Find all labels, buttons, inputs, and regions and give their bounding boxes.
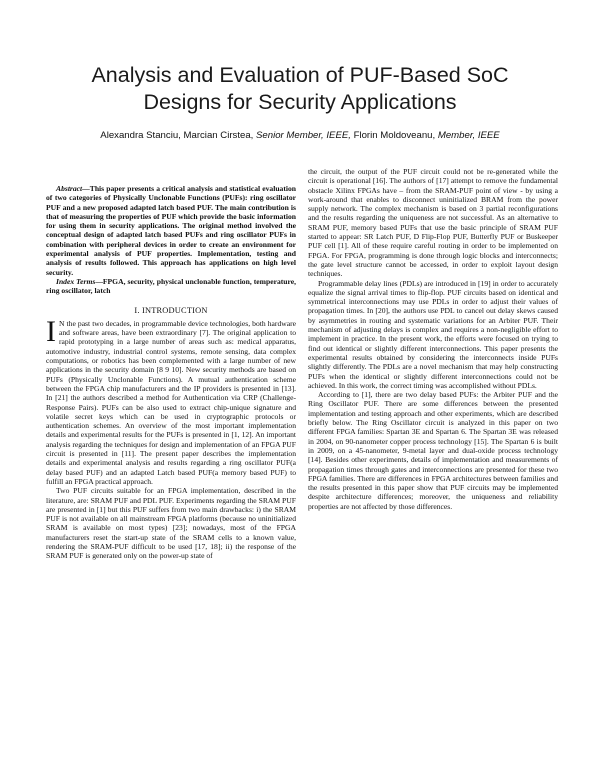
section-title-rest: NTRODUCTION [144, 305, 208, 315]
intro-paragraph-1 [46, 314, 296, 486]
author-names-2: Florin Moldoveanu, [350, 130, 438, 141]
title-line-2: Designs for Security Applications [143, 90, 457, 114]
intro-paragraph-2: Two PUF circuits suitable for an FPGA implementation, described in the literature, are: SRAM PUF and PDL PUF. Experiments regarding the SRAM PUF are presented in [1] but this PUF suffers from two main drawbacks: i) the SRAM PUF is not available on all mainstream FPGA platforms (because no uninitialized SRAM is available on most types) [23]; nowadays, most of the FPGA manufacturers reset the start-up state of the SRAM cells to a known value, rendering the SRAM-PUF difficult to be used [17, 18]; ii) the response of the SRAM PUF is generated only on the power-up state of [46, 486, 296, 561]
intro-paragraph-1-text: N the past two decades, in programmable device technologies, both hardware and software areas, have been extraordinary [7]. The original application to rapid prototyping in a large number of areas such as: medical apparatus, automotive industry, industrial control systems, remote sensing, data complex computations, or robotics has been complemented with a large number of new applications in the security domain [8 9 10]. New security methods are based on PUFs (Physically Unclonable Functions). A mutual authentication scheme between the FPGA chip manufacturers and the IP providers is presented in [13]. In [21] the authors described a method for Authentication via CRP (Challenge-Response Pairs). PUFs can be also used to extract chip-unique signature and volatile secret keys which can be used in cryptographic protocols or authentication schemes. An overview of the most important implementation details and experimental results for the PUFs is presented in [1, 12]. An important analysis regarding the techniques for design and implementation of an FPGA PUF circuit is presented in [11]. The present paper describes the implementation details and experimental analysis and results regarding a ring oscillator PUF(a delay based PUF) and an adapted Latch based PUF(a memory based PUF) to fulfill an FPGA practical approach. [46, 318, 296, 486]
title-line-1: Analysis and Evaluation of PUF-Based SoC [91, 63, 509, 87]
drop-cap: I [46, 314, 56, 348]
index-terms [46, 277, 296, 296]
author-role-2: Member, IEEE [437, 130, 500, 141]
abstract-lead: Abstract [56, 184, 83, 193]
index-terms-lead: Index Terms [56, 276, 96, 286]
right-paragraph-1: the circuit, the output of the PUF circuit could not be re-generated while the circuit is operational [16]. The authors of [17] attempt to remove the fundamental obstacle Xilinx FPGAs have – from the SRAM-PUF point of view - by using a work-around that enables to disconnect uninitialized BRAM from the power supply network. The complex mechanism is based on 3 partial reconfigurations and the results regarding the uniqueness are not successful. As an alternative to SRAM PUF, memory based PUFs that use the basic principle of SRAM PUF started to appear: SR Latch PUF, D Flip-Flop PUF, Butterfly PUF or Buskeeper PUF cell [1]. All of these require careful routing in order to be implemented on FPGA. For FPGA, programming is done through logic blocks and interconnects; the gate level structure cannot be accessed, in order to exploit layout design techniques. [308, 167, 558, 279]
right-paragraph-2: Programmable delay lines (PDLs) are introduced in [19] in order to accurately equalize the signal arrival times to flip-flop. PUF circuits based on identical and symmetrical interconnections may use PDLs in order to adjust their values of propagation times. In [20], the authors use PDL to cancel out delay skews caused by asymmetries in routing and systematic variations for an Arbiter PUF. Their mechanism of adjusting delays is complex and requires a non-negligible effort to implement in practice. In the present work, the efforts were focused on trying to find out identical or slightly different interconnections. This paper presents the experimental results obtained by considering the interconnects inside PUFs slightly differently. The PDLs are a novel mechanism that may help constructing PUFs when the identical or slightly different interconnections could not be achieved. In this work, the correct timing was accomplished without PDLs. [308, 278, 558, 390]
section-initial: I [141, 305, 145, 315]
right-paragraph-3: According to [1], there are two delay based PUFs: the Arbiter PUF and the Ring Oscillator PUF. There are some differences between the presented implementation and testing approach and other experiments, which are described briefly below. The Ring Oscillator circuit is analyzed in this paper on two different FPGA families: Spartan 3E and Spartan 6. The Spartan 3E was released in 2004, on 90-nanometer copper process technology [15]. The Spartan 6 is built in 2009, on a 45-nanometer, 9-metal layer and dual-oxide process technology [14]. Besides other experiments, details of implementation and measurements of propagation times through gates and interconnections are presented for these two FPGA families. There are differences in FPGA architectures between families and the results presented in this paper show that PUF circuits may be implemented despite architecture differences; moreover, the uniqueness and reliability properties are not affected by those differences. [308, 390, 558, 511]
left-column [46, 184, 296, 561]
abstract-text: —This paper presents a critical analysis and statistical evaluation of two categories of Physically Unclonable Functions (PUFs): ring oscillator PUF and a new proposed adapted latch based PUF. The main contribution is that of measuring the properties of PUF which provide the basic information for using them in security applications. The original method involved the conceptual design of adapted latch based PUFs and ring oscillator PUFs in combination with peripheral devices in order to create an environment for experimental analysis of PUF properties. Implementation, testing and analysis of results followed. This approach has applications on high level security. [46, 184, 296, 277]
author-names-1: Alexandra Stanciu, Marcian Cirstea, [100, 130, 256, 141]
paper-title [40, 62, 560, 116]
abstract [46, 184, 296, 277]
index-terms-text: —FPGA, security, physical unclonable function, temperature, ring oscillator, latch [46, 276, 296, 296]
author-role-1: Senior Member, IEEE, [256, 130, 351, 141]
right-column [308, 167, 558, 511]
section-heading-introduction [46, 306, 296, 315]
section-numeral: I. [134, 305, 140, 315]
author-line [20, 129, 580, 142]
